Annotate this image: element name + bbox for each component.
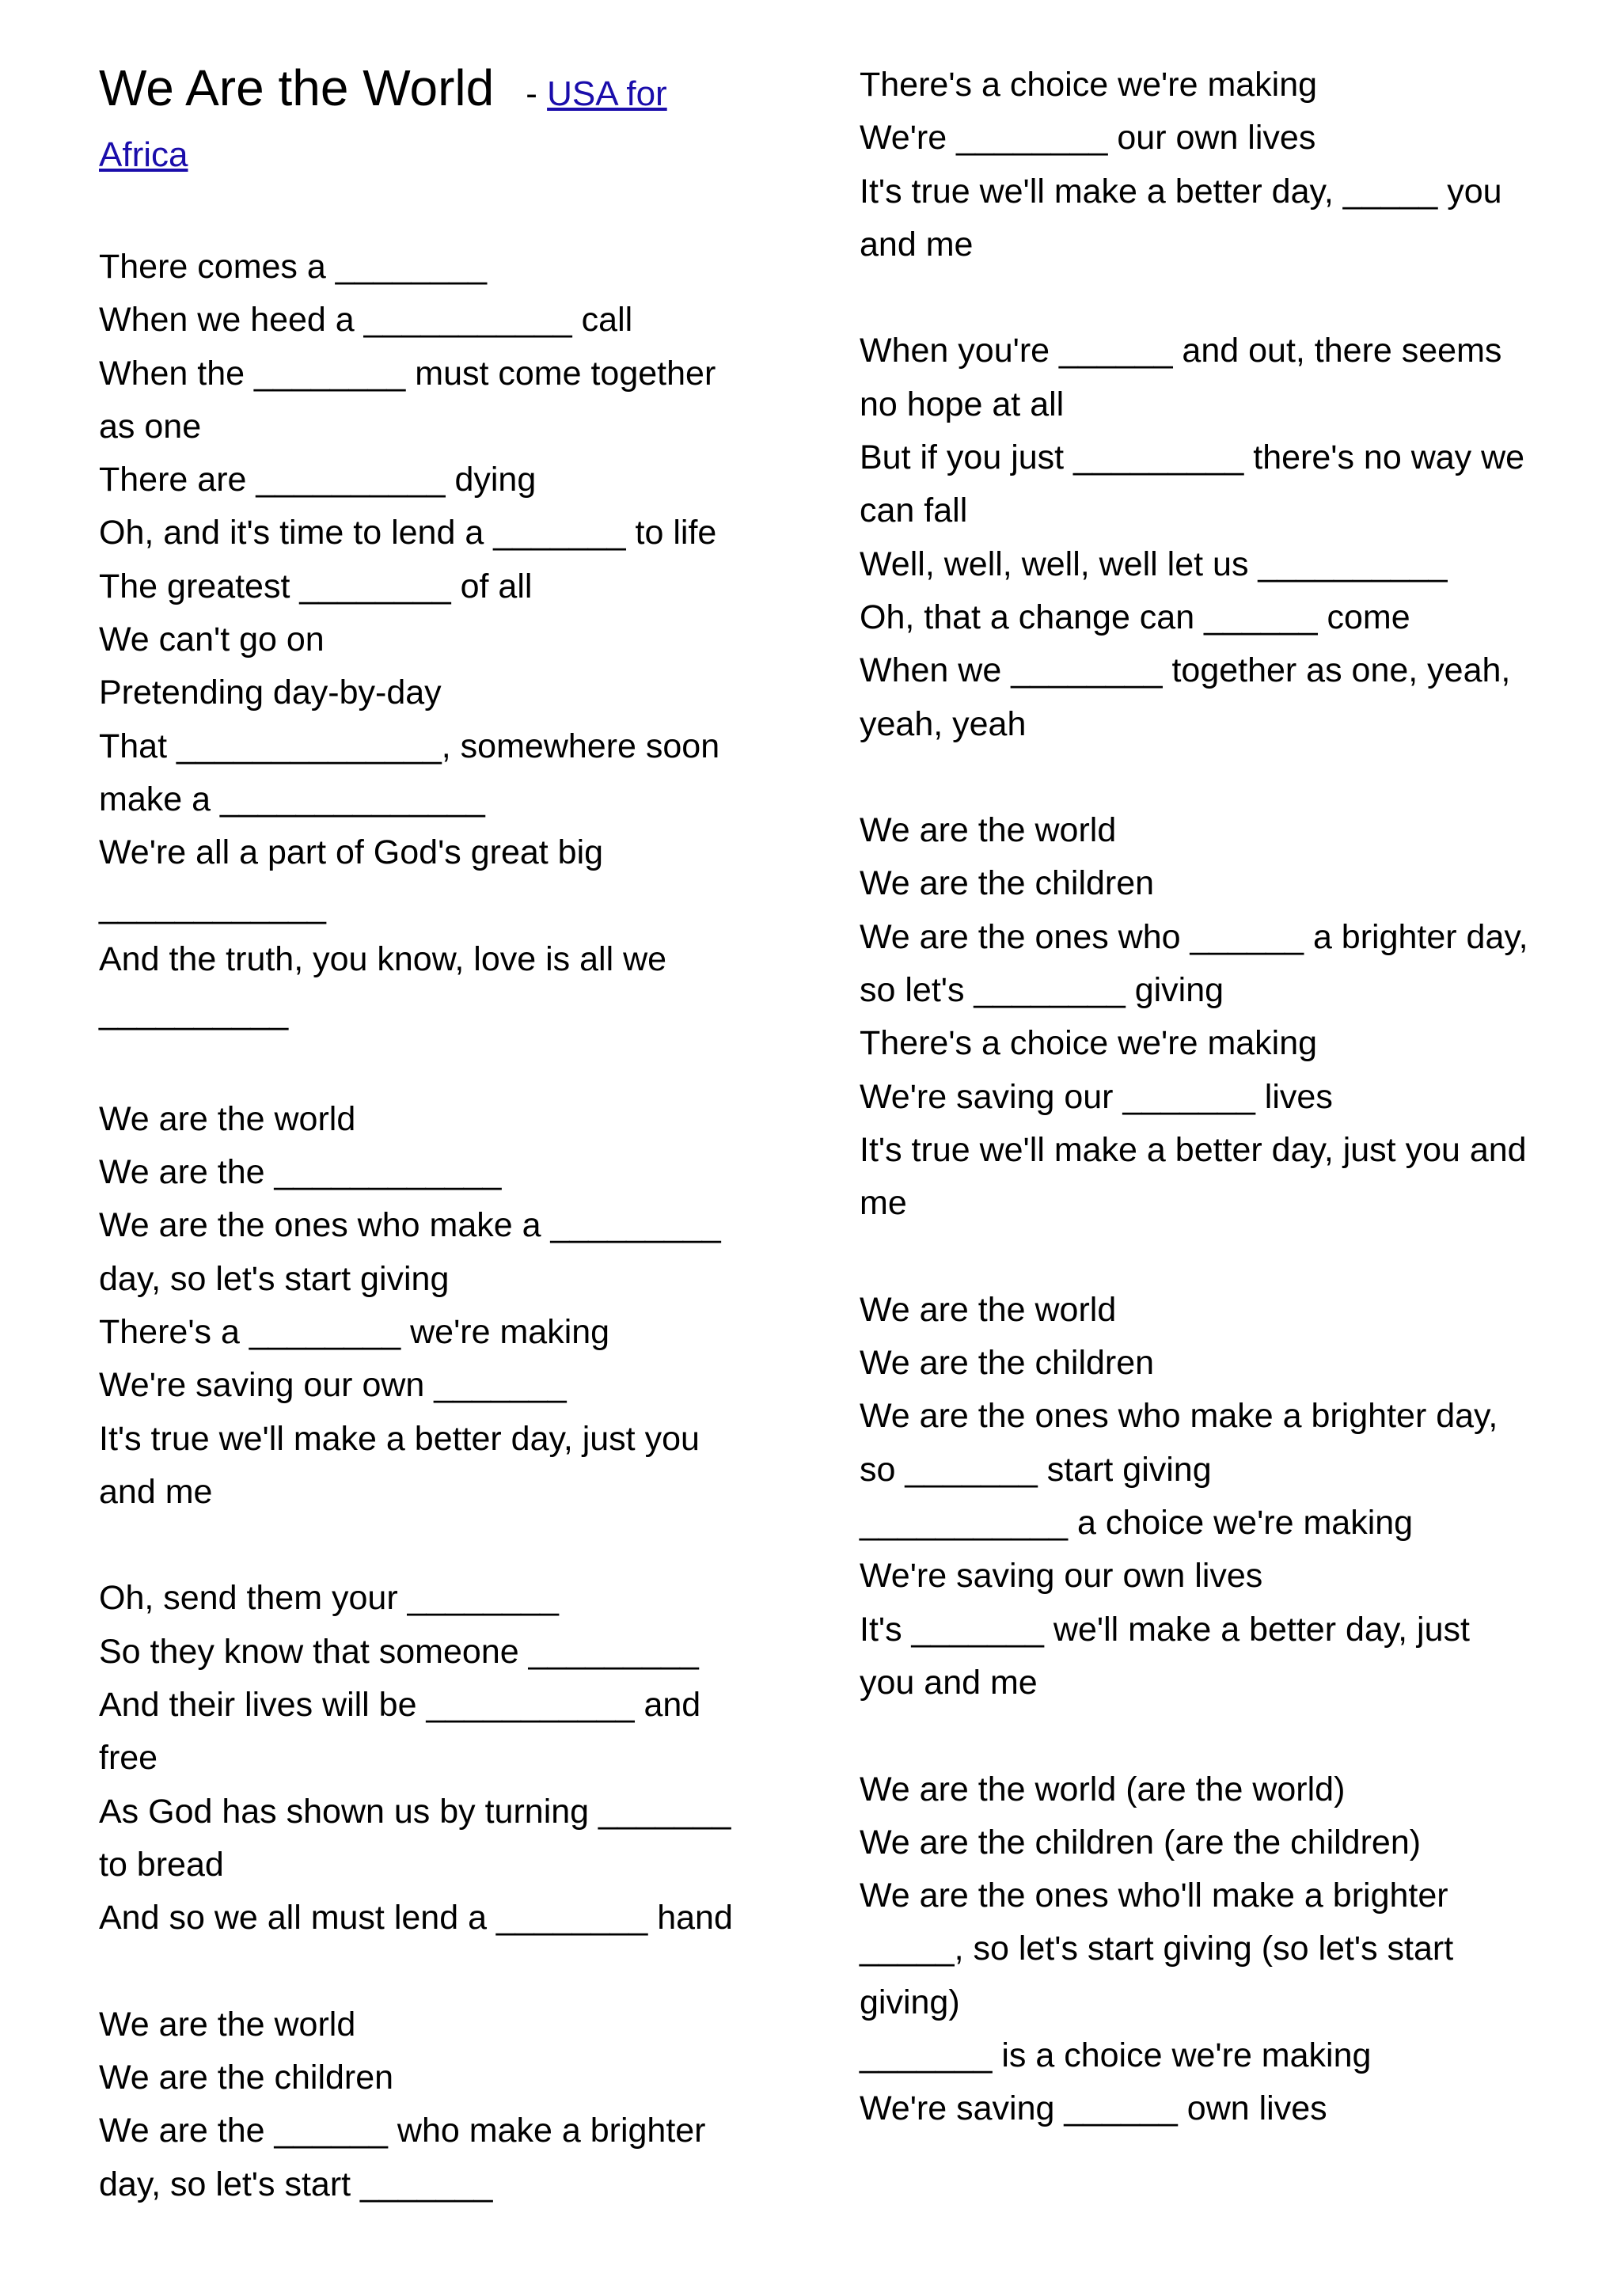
- stanza-gap: [860, 1231, 1532, 1284]
- lyric-line: We are the ones who make a brighter day, so _______ start giving: [860, 1397, 1498, 1489]
- lyric-line: Pretending day-by-day: [99, 674, 442, 712]
- lyric-line: When the ________ must come together as one: [99, 354, 716, 446]
- stanza-gap: [99, 1039, 756, 1092]
- lyric-line: Oh, and it's time to lend a _______ to life: [99, 514, 717, 552]
- lyric-line: It's true we'll make a better day, just you and me: [99, 1419, 700, 1511]
- lyric-line: We can't go on: [99, 620, 325, 659]
- lyric-line: When we ________ together as one, yeah, yeah, yeah: [860, 651, 1511, 743]
- lyric-line: And their lives will be ___________ and free: [99, 1686, 701, 1778]
- lyric-line: Oh, send them your ________: [99, 1579, 559, 1618]
- lyric-line: Well, well, well, well let us __________: [860, 545, 1448, 583]
- lyric-line: There's a choice we're making: [860, 1024, 1318, 1063]
- lyric-line: We are the children: [99, 2059, 394, 2097]
- lyric-line: _______ is a choice we're making: [860, 2036, 1372, 2074]
- lyric-line: We're saving our own lives: [860, 1557, 1263, 1596]
- artist-link[interactable]: USA for Africa: [99, 74, 667, 174]
- lyric-line: There are __________ dying: [99, 461, 537, 499]
- right-lyrics: [860, 59, 1532, 2136]
- left-lyrics: [99, 241, 756, 2211]
- lyric-line: It's true we'll make a better day, just you and me: [860, 1130, 1527, 1223]
- lyric-line: There's a choice we're making: [860, 66, 1318, 104]
- lyric-line: And the truth, you know, love is all we __________: [99, 939, 667, 1032]
- lyric-line: We're saving ______ own lives: [860, 2089, 1327, 2128]
- stanza-gap: [860, 751, 1532, 804]
- lyric-line: We are the world (are the world): [860, 1770, 1346, 1808]
- title-block: [99, 59, 748, 189]
- lyric-line: But if you just _________ there's no way we can fall: [860, 438, 1525, 530]
- lyric-line: As God has shown us by turning _______ to bread: [99, 1792, 731, 1884]
- lyric-line: We are the world: [860, 1290, 1117, 1329]
- lyric-line: We are the ______ who make a brighter day, so let's start _______: [99, 2112, 706, 2203]
- lyric-line: There's a ________ we're making: [99, 1312, 610, 1351]
- stanza-gap: [860, 1710, 1532, 1763]
- lyric-line: That ______________, somewhere soon make a ______________: [99, 727, 720, 818]
- lyric-line: We are the world: [99, 1099, 356, 1138]
- lyric-line: We are the world: [860, 811, 1117, 850]
- lyric-line: We're ________ our own lives: [860, 119, 1316, 157]
- lyric-line: We're all a part of God's great big ____________: [99, 833, 604, 925]
- credit-prefix: -: [526, 74, 548, 113]
- lyric-line: ___________ a choice we're making: [860, 1504, 1414, 1543]
- lyric-line: When we heed a ___________ call: [99, 301, 633, 340]
- lyric-line: When you're ______ and out, there seems no hope at all: [860, 332, 1502, 423]
- lyric-line: We are the children: [860, 864, 1155, 903]
- lyric-line: We are the ones who make a _________ day, so let's start giving: [99, 1206, 721, 1298]
- lyric-line: Oh, that a change can ______ come: [860, 598, 1410, 636]
- lyric-line: And so we all must lend a ________ hand: [99, 1899, 733, 1937]
- lyric-line: We're saving our _______ lives: [860, 1077, 1333, 1116]
- lyric-line: The greatest ________ of all: [99, 567, 533, 605]
- stanza-gap: [99, 1519, 756, 1572]
- lyric-line: We're saving our own _______: [99, 1366, 567, 1405]
- lyric-line: We are the ones who'll make a brighter _____, so let's start giving (so let's start giving): [860, 1877, 1454, 2021]
- stanza-gap: [860, 271, 1532, 324]
- lyric-line: We are the ones who ______ a brighter day, so let's ________ giving: [860, 917, 1528, 1010]
- stanza-gap: [99, 1945, 756, 1998]
- lyric-line: There comes a ________: [99, 248, 488, 286]
- lyric-line: It's true we'll make a better day, _____ you and me: [860, 172, 1502, 264]
- lyric-line: It's _______ we'll make a better day, just you and me: [860, 1610, 1470, 1702]
- lyric-line: We are the children: [860, 1344, 1155, 1383]
- lyric-line: We are the world: [99, 2005, 356, 2044]
- lyric-line: We are the ____________: [99, 1153, 502, 1192]
- lyric-line: We are the children (are the children): [860, 1823, 1422, 1861]
- song-title: We Are the World: [99, 59, 495, 116]
- lyric-line: So they know that someone _________: [99, 1632, 699, 1671]
